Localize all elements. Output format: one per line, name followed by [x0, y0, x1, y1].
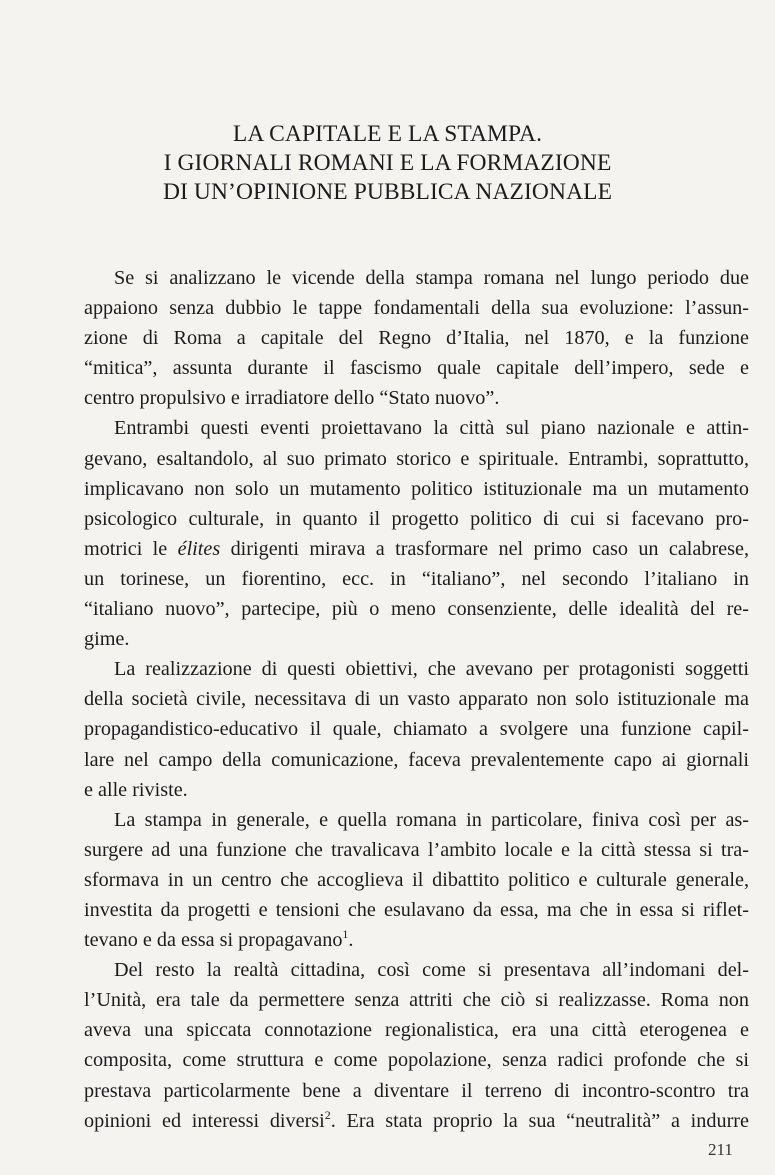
text-line: lare nel campo della comunicazione, faceva prevalentemente capo ai giornali — [84, 748, 749, 771]
text-line: surgere ad una funzione che travalicava l’ambito locale e la città stessa si tra- — [84, 838, 749, 861]
chapter-title-line-3: DI UN’OPINIONE PUBBLICA NAZIONALE — [162, 179, 613, 205]
paragraph-1 — [84, 263, 749, 413]
text-line: centro propulsivo e irradiatore dello “Stato nuovo”. — [84, 387, 500, 410]
punctuation: . — [348, 929, 354, 952]
text-fragment: motrici le — [84, 537, 178, 560]
text-line: implicavano non solo un mutamento politico istituzionale ma un mutamento — [84, 477, 749, 500]
text-fragment: tevano e da essa si propagavano — [84, 929, 343, 952]
text-line: l’Unità, era tale da permettere senza attriti che ciò si realizzasse. Roma non — [84, 989, 749, 1012]
text-line: composita, come struttura e come popolazione, senza radici profonde che si — [84, 1049, 749, 1072]
body-text — [84, 263, 749, 1136]
text-line: propagandistico-educativo il quale, chiamato a svolgere una funzione capil- — [84, 718, 749, 741]
text-line: gime. — [84, 628, 130, 651]
text-line: appaiono senza dubbio le tappe fondamentali della sua evoluzione: l’assun- — [84, 297, 749, 320]
text-line: un torinese, un fiorentino, ecc. in “italiano”, nel secondo l’italiano in — [84, 567, 749, 590]
text-line-with-italic — [84, 534, 749, 564]
chapter-title-line-1: LA CAPITALE E LA STAMPA. — [232, 121, 543, 147]
text-line: La stampa in generale, e quella romana in particolare, finiva così per as- — [114, 808, 749, 831]
text-line: investita da progetti e tensioni che esulavano da essa, ma che in essa si riflet- — [84, 898, 749, 921]
footnote-marker-1[interactable]: 1 — [342, 927, 349, 942]
text-line: psicologico culturale, in quanto il progetto politico di cui si facevano pro- — [84, 507, 749, 530]
paragraph-4 — [84, 805, 749, 955]
text-line: “mitica”, assunta durante il fascismo quale capitale dell’impero, sede e — [84, 357, 749, 380]
text-fragment: dirigenti mirava a trasformare nel primo caso un calabrese, — [220, 537, 750, 560]
chapter-title-line-2: I GIORNALI ROMANI E LA FORMAZIONE — [163, 150, 612, 176]
paragraph-2 — [84, 413, 749, 654]
text-fragment: opinioni ed interessi diversi — [84, 1109, 325, 1132]
footnote-marker-2[interactable]: 2 — [324, 1107, 331, 1122]
text-line: La realizzazione di questi obiettivi, che avevano per protagonisti soggetti — [114, 658, 749, 681]
text-line: e alle riviste. — [84, 778, 188, 801]
text-line: prestava particolarmente bene a diventare il terreno di incontro-scontro tra — [84, 1079, 749, 1102]
text-fragment: . Era stata proprio la sua “neutralità” a indurre — [330, 1109, 749, 1132]
text-line: sformava in un centro che accoglieva il dibattito politico e culturale generale, — [84, 868, 749, 891]
text-line: “italiano nuovo”, partecipe, più o meno consenziente, delle idealità del re- — [84, 598, 749, 621]
chapter-title — [0, 120, 775, 207]
text-line: gevano, esaltandolo, al suo primato storico e spirituale. Entrambi, soprattutto, — [84, 447, 749, 470]
text-line: Entrambi questi eventi proiettavano la città sul piano nazionale e attin- — [114, 417, 749, 440]
paragraph-5 — [84, 955, 749, 1136]
text-line-with-footnote — [84, 1106, 749, 1136]
text-line: della società civile, necessitava di un vasto apparato non solo istituzionale ma — [84, 688, 749, 711]
text-line-with-footnote — [84, 925, 749, 955]
text-line: aveva una spiccata connotazione regionalistica, era una città eterogenea e — [84, 1019, 749, 1042]
text-line: Del resto la realtà cittadina, così come si presentava all’indomani del- — [114, 959, 749, 982]
page-number: 211 — [708, 1140, 733, 1159]
text-line: Se si analizzano le vicende della stampa romana nel lungo periodo due — [114, 267, 749, 289]
italic-term: élites — [177, 537, 221, 560]
text-line: zione di Roma a capitale del Regno d’Italia, nel 1870, e la funzione — [84, 327, 749, 350]
paragraph-3 — [84, 654, 749, 804]
